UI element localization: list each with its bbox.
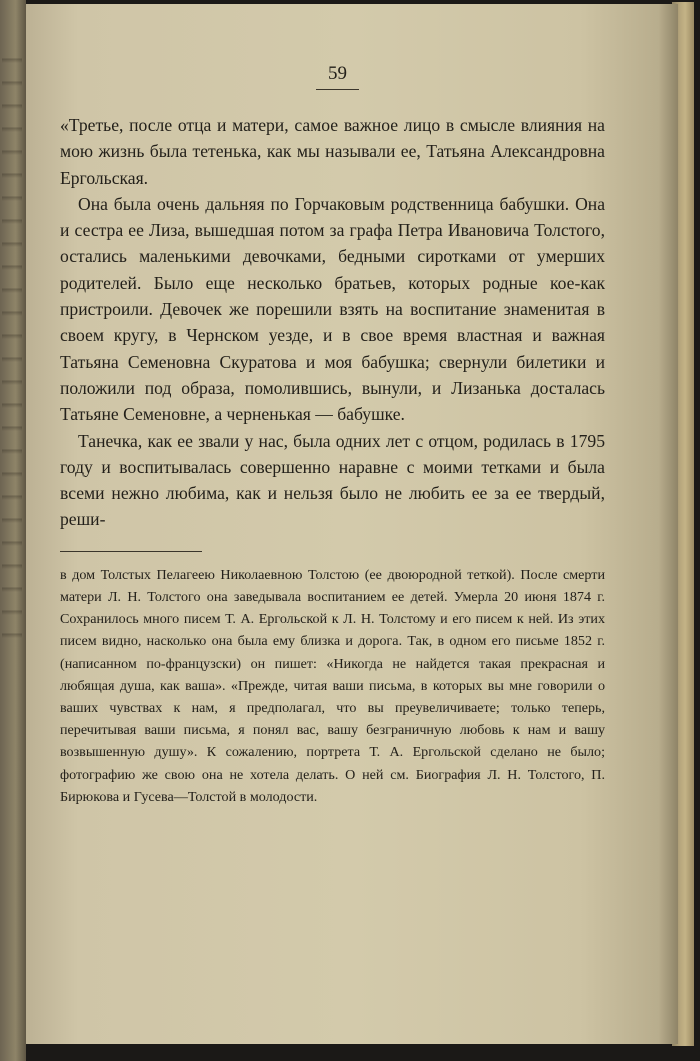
paragraph: Танечка, как ее звали у нас, была одних лет с отцом, родилась в 1795 году и воспитывалась совершенно наравне с моими тетками и была всеми нежно любима, как и нельзя было не любить ее за ее твердый, реши-: [60, 430, 605, 530]
main-text: [60, 112, 605, 533]
adjacent-page-edge: [0, 0, 26, 1061]
footnote-divider: [60, 551, 202, 552]
footnote-text: в дом Толстых Пелагеею Николаевною Толстою (ее двоюродной теткой). После смерти матери Л. Н. Толстого она заведывала воспитанием ее детей. Умерла 20 июня 1874 г. Сохранилось много писем Т. А. Ергольской к Л. Н. Толстому и его писем к ней. Из этих писем видно, насколько она была ему близка и дорога. Так, в одном его письме 1852 г. (написанном по-французски) он пишет: «Никогда не найдется такая прекрасная и любящая душа, как ваша». «Прежде, читая ваши письма, в которых вы мне говорили о ваших чувствах к нам, я предполагал, что вы преувеличиваете; только теперь, перечитывая ваши письма, я понял вас, вашу безграничную любовь к нам и вашу возвышенную душу». К сожалению, портрета Т. А. Ергольской сделано не было; фотографию же свою она не хотела делать. О ней см. Биография Л. Н. Толстого, П. Бирюкова и Гусева—Толстой в молодости.: [60, 566, 605, 805]
paragraph: «Третье, после отца и матери, самое важное лицо в смысле влияния на мою жизнь была тетенька, как мы называли ее, Татьяна Александровна Ергольская.: [60, 115, 605, 188]
paragraph: Она была очень дальняя по Горчаковым родственница бабушки. Она и сестра ее Лиза, вышедшая потом за графа Петра Ивановича Толстого, остались маленькими девочками, бедными сиротками от умерших родителей. Было еще несколько братьев, которых родные кое-как пристроили. Девочек же порешили взять на воспитание знаменитая в своем кругу, в Чернском уезде, и в свое время властная и важная Татьяна Семеновна Скуратова и моя бабушка; свернули билетики и положили под образа, помолившись, вынули, и Лизанька досталась Татьяне Семеновне, а черненькая — бабушке.: [60, 193, 605, 425]
page-number-text: 59: [316, 62, 359, 90]
footnote: [60, 564, 605, 808]
page-content: [60, 62, 605, 808]
book-page: [26, 4, 678, 1044]
adjacent-page-text-fragments: [2, 40, 22, 640]
page-number: [60, 62, 605, 90]
